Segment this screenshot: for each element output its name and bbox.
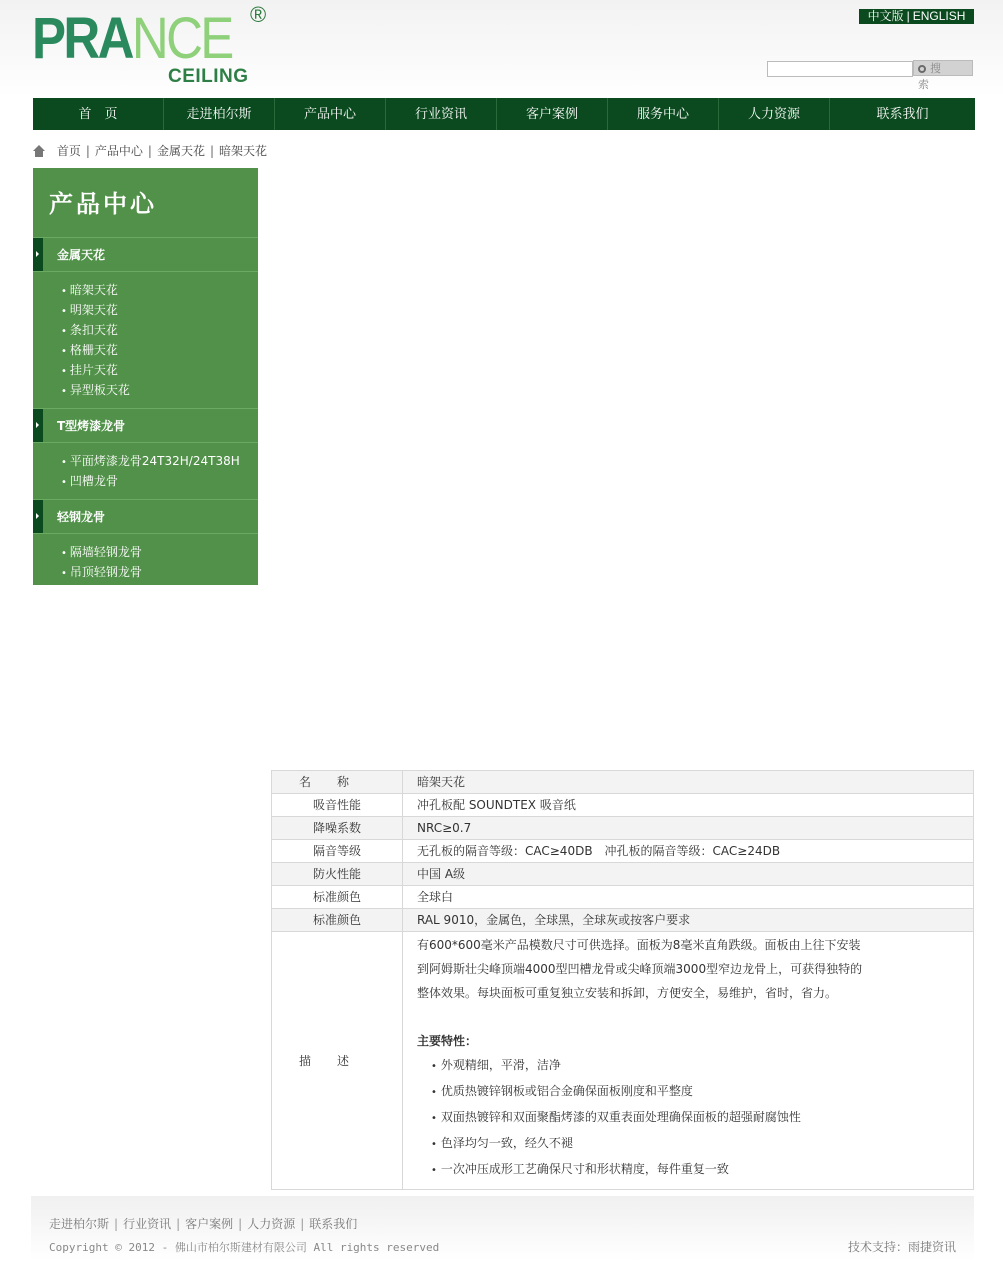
sidebar-item[interactable]: • 凹槽龙骨 [61,471,258,491]
spec-key: 吸音性能 [272,794,403,817]
spec-key: 降噪系数 [272,817,403,840]
sidebar-category-light-steel[interactable] [33,500,258,534]
logo-subtitle: CEILING [168,66,249,87]
search-button[interactable] [913,60,973,91]
support-link[interactable]: 雨捷资讯 [907,1240,956,1254]
logo-text-light: NCE [131,6,232,71]
footer-link-news[interactable]: 行业资讯 [123,1217,172,1231]
spec-value: 冲孔板配 SOUNDTEX 吸音纸 [403,794,974,817]
nav-news[interactable]: 行业资讯 [386,98,497,130]
breadcrumb [33,142,267,160]
sidebar-item[interactable]: • 挂片天花 [61,360,258,380]
footer [31,1196,974,1261]
language-switcher [859,9,974,24]
arrow-right-icon [33,238,43,271]
spec-value: 中国 A级 [403,863,974,886]
sidebar-item[interactable]: • 异型板天花 [61,380,258,400]
sidebar-item[interactable]: • 明架天花 [61,300,258,320]
spec-value: 全球白 [403,886,974,909]
footer-links [49,1215,357,1232]
spec-key: 防火性能 [272,863,403,886]
sidebar-category-label: T型烤漆龙骨 [57,419,126,433]
lang-separator: | [906,9,910,23]
feature-item: • 色泽均匀一致，经久不褪 [417,1131,973,1157]
sidebar-category-label: 轻钢龙骨 [57,510,106,524]
spec-description [403,932,974,1190]
search-input[interactable] [767,61,913,77]
breadcrumb-current: 暗架天花 [219,144,268,158]
features-title: 主要特性： [417,1034,478,1048]
sidebar-submenu [33,443,258,500]
search-icon [918,65,926,73]
breadcrumb-products[interactable]: 产品中心 [94,144,143,158]
spec-value: NRC≥0.7 [403,817,974,840]
footer-link-hr[interactable]: 人力资源 [247,1217,296,1231]
table-row [272,771,974,794]
logo-wordmark [32,6,232,71]
spec-key [272,771,403,794]
spec-key: 隔音等级 [272,840,403,863]
home-icon[interactable] [33,145,45,157]
footer-link-cases[interactable]: 客户案例 [185,1217,234,1231]
sidebar-item[interactable]: • 格栅天花 [61,340,258,360]
feature-item: • 优质热镀锌钢板或铝合金确保面板刚度和平整度 [417,1079,973,1105]
spec-key: 标准颜色 [272,886,403,909]
sidebar-item[interactable]: • 暗架天花 [61,280,258,300]
registered-mark: ® [250,2,267,27]
logo-text-dark: PRA [32,6,132,71]
spec-value: RAL 9010，金属色，全球黑，全球灰或按客户要求 [403,909,974,932]
table-row [272,909,974,932]
nav-contact[interactable]: 联系我们 [876,107,929,122]
nav-about[interactable]: 走进柏尔斯 [164,98,275,130]
lang-english-link[interactable]: ENGLISH [912,9,966,23]
spec-value: 无孔板的隔音等级：CAC≥40DB 冲孔板的隔音等级：CAC≥24DB [403,840,974,863]
table-row-description [272,932,974,1190]
breadcrumb-home[interactable]: 首页 [56,144,81,158]
arrow-right-icon [33,409,43,442]
spec-value: 暗架天花 [403,771,974,794]
footer-link-about[interactable]: 走进柏尔斯 [49,1217,110,1231]
support-label: 技术支持： [847,1240,908,1254]
spec-key [272,932,403,1190]
breadcrumb-metal-ceiling[interactable]: 金属天花 [156,144,205,158]
description-line: 有600*600毫米产品模数尺寸可供选择。面板为8毫米直角跌级。面板由上往下安装 [417,938,861,952]
sidebar-item[interactable]: • 条扣天花 [61,320,258,340]
footer-separator: | [176,1217,181,1231]
feature-item: • 一次冲压成形工艺确保尺寸和形状精度，每件重复一致 [417,1157,973,1183]
sidebar-item[interactable]: • 吊顶轻钢龙骨 [61,562,258,582]
brand-logo[interactable] [32,2,282,88]
copyright: Copyright © 2012 - 佛山市柏尔斯建材有限公司 All rights reserved [49,1241,440,1254]
sidebar-title: 产品中心 [33,168,258,238]
description-line: 到阿姆斯壮尖峰顶端4000型凹槽龙骨或尖峰顶端3000型窄边龙骨上，可获得独特的 [417,962,863,976]
footer-separator: | [300,1217,305,1231]
sidebar-category-metal-ceiling[interactable] [33,238,258,272]
footer-separator: | [238,1217,243,1231]
spec-table [271,770,974,1190]
breadcrumb-separator: | [147,144,152,158]
sidebar-item[interactable]: • 隔墙轻钢龙骨 [61,542,258,562]
table-row [272,817,974,840]
main-nav [33,98,975,130]
tech-support [848,1238,956,1255]
breadcrumb-separator: | [85,144,90,158]
table-row [272,794,974,817]
footer-separator: | [114,1217,119,1231]
spec-key: 标准颜色 [272,909,403,932]
table-row [272,840,974,863]
lang-chinese-link[interactable]: 中文版 [867,9,904,23]
nav-service[interactable]: 服务中心 [608,98,719,130]
sidebar-submenu [33,272,258,409]
sidebar-submenu [33,534,258,590]
nav-cases[interactable]: 客户案例 [497,98,608,130]
breadcrumb-separator: | [209,144,215,158]
sidebar-item[interactable]: • 平面烤漆龙骨24T32H/24T38H [61,451,258,471]
spec-key-text: 描述 [298,1054,375,1068]
nav-products[interactable]: 产品中心 [275,98,386,130]
search-button-label: 搜 索 [918,62,947,91]
table-row [272,863,974,886]
table-row [272,886,974,909]
footer-link-contact[interactable]: 联系我们 [309,1217,358,1231]
sidebar-category-label: 金属天花 [57,248,106,262]
feature-item: • 外观精细，平滑，洁净 [417,1053,973,1079]
spec-key-text: 名称 [298,775,375,789]
description-line: 整体效果。每块面板可重复独立安装和拆卸，方便安全，易维护，省时，省力。 [417,986,838,1000]
product-sidebar [33,168,258,585]
arrow-right-icon [33,500,43,533]
nav-hr[interactable]: 人力资源 [719,98,830,130]
sidebar-category-t-grid[interactable] [33,409,258,443]
nav-home[interactable]: 首 页 [33,98,164,130]
feature-item: • 双面热镀锌和双面聚酯烤漆的双重表面处理确保面板的超强耐腐蚀性 [417,1105,973,1131]
